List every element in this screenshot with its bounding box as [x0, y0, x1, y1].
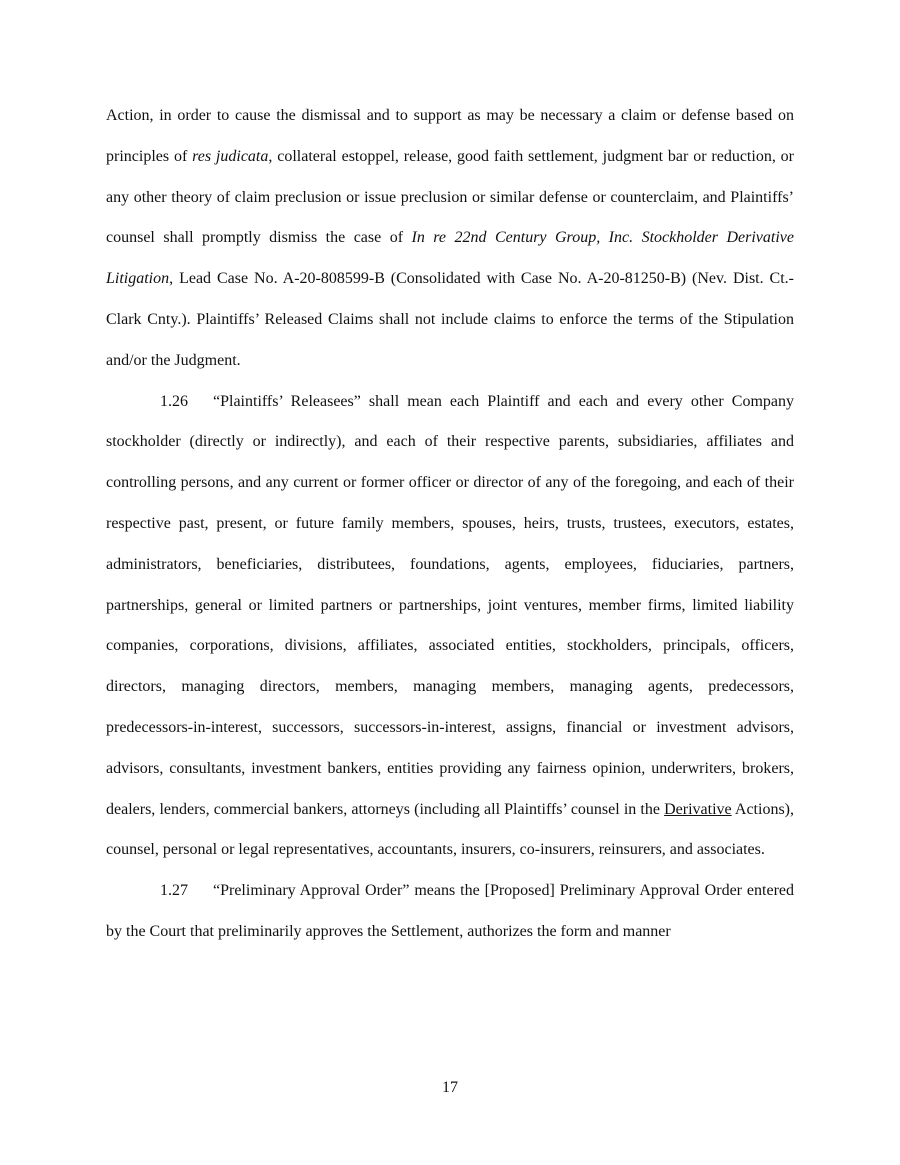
- derivative-underlined-word: Derivative: [664, 800, 732, 818]
- paragraph-plaintiffs-releasees: [106, 382, 794, 872]
- paragraph-2-text-a: “Plaintiffs’ Releasees” shall mean each Plaintiff and each and every other Company stockholder (directly or indirectly), and each of their respective parents, subsidiaries, affiliates and controlling persons, and any current or former officer or director of any of the foregoing, and each of their respective past, present, or future family members, spouses, heirs, trusts, trustees, executors, estates, administrators, beneficiaries, distributees, foundations, agents, employees, fiduciaries, partners, partnerships, general or limited partners or partnerships, joint ventures, member firms, limited liability companies, corporations, divisions, affiliates, associated entities, stockholders, principals, officers, directors, managing directors, members, managing members, managing agents, predecessors, predecessors-in-interest, successors, successors-in-interest, assigns, financial or investment advisors, advisors, consultants, investment bankers, entities providing any fairness opinion, underwriters, brokers, dealers, lenders, commercial bankers, attorneys (including all Plaintiffs’ counsel in the: [106, 392, 794, 818]
- paragraph-1-text-b: , collateral estoppel, release, good faith settlement, judgment bar or reduction, or any other theory of claim preclusion or issue preclusion or similar defense or counterclaim, and Plaintiffs’ counsel shall promptly dismiss the case of: [106, 147, 794, 247]
- res-judicata-term: res judicata: [192, 147, 269, 165]
- paragraph-1-text-a: Action, in order to cause the dismissal and to support as may be necessary a claim or defense based on principles of: [106, 107, 794, 165]
- paragraph-preliminary-approval-order: [106, 871, 794, 953]
- document-body: [106, 96, 794, 953]
- paragraph-2-text-b: Actions), counsel, personal or legal representatives, accountants, insurers, co-insurers, reinsurers, and associates.: [106, 800, 794, 859]
- page-number: 17: [442, 1079, 458, 1096]
- paragraph-1-text-c: , Lead Case No. A-20-808599-B (Consolidated with Case No. A-20-81250-B) (Nev. Dist. Ct.-Clark Cnty.). Plaintiffs’ Released Claims shall not include claims to enforce the terms of the Stipulation and/or the Judgment.: [106, 270, 794, 369]
- section-number-1-27: 1.27: [160, 882, 188, 900]
- paragraph-released-claims-continuation: [106, 96, 794, 382]
- paragraph-3-text: “Preliminary Approval Order” means the [Proposed] Preliminary Approval Order entered by the Court that preliminarily approves the Settlement, authorizes the form and manner: [106, 882, 794, 940]
- section-number-1-26: 1.26: [160, 392, 188, 410]
- case-name: In re 22nd Century Group, Inc. Stockholder Derivative Litigation: [106, 229, 794, 288]
